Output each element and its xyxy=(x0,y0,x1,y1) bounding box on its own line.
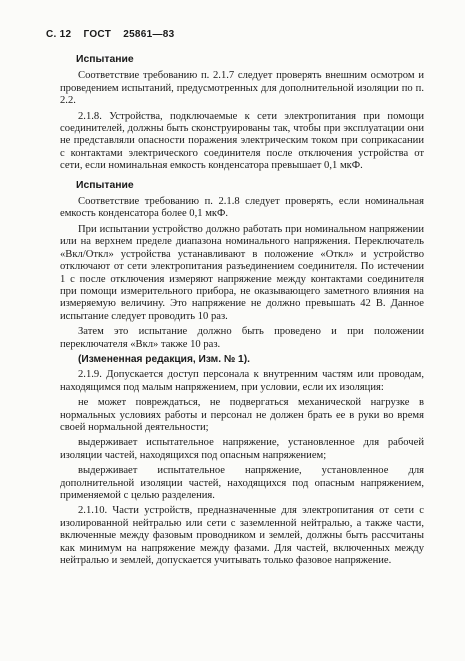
paragraph: Затем это испытание должно быть проведено и при положении переключателя «Вкл» также 10 раз. xyxy=(60,326,424,350)
paragraph: Соответствие требованию п. 2.1.7 следует проверять внешним осмотром и проведением испытаний, предусмотренных для дополнительной изоляции по п. 2.2. xyxy=(60,70,424,107)
list-item: выдерживает испытательное напряжение, установленное для дополнительной изоляции частей, находящихся под опасным напряжением, применяемой с целью разделения. xyxy=(60,465,424,501)
clause-2-1-9: 2.1.9. Допускается доступ персонала к внутренним частям или проводам, находящимся под малым напряжением, при условии, если их изоляция: xyxy=(60,369,424,393)
list-item: не может повреждаться, не подвергаться механической нагрузке в нормальных условиях работы и персонал не должен брать ее в руки во время своей нормальной деятельности; xyxy=(60,397,424,433)
document-body xyxy=(60,54,424,570)
test-procedure: При испытании устройство должно работать при номинальном напряжении или на верхнем пределе диапазона номинального напряжения. Переключатель «Вкл/Откл» устройства устанавливают в положение «Откл» и устройство отключают от сети электропитания разъединением соединителя. По истечении 1 с после отключения измеряют напряжение между контактами соединителя при помощи измерительного прибора, не оказывающего заметного влияния на измеряемую величину. Это напряжение не должно превышать 42 В. Данное испытание следует проводить 10 раз. xyxy=(60,223,424,322)
clause-2-1-10: 2.1.10. Части устройств, предназначенные для электропитания от сети с изолированной нейтралью или сети с заземленной нейтралью, а также части, включенные между фазовым проводником и землей, должны быть рассчитаны как минимум на напряжение между фазами. Для частей, включенных между нейтралью и землей, допускается учитывать только фазовое напряжение. xyxy=(60,505,424,567)
clause-2-1-8: 2.1.8. Устройства, подключаемые к сети электропитания при помощи соединителей, должны быть сконструированы так, чтобы при эксплуатации они не представляли опасности поражения электрическим током при соприкасании с контактами электрического соединителя после отключения устройства от сети, если номинальная емкость конденсатора превышает 0,1 мкФ. xyxy=(60,110,424,172)
page-number: С. 12 xyxy=(46,29,72,40)
amendment-note: (Измененная редакция, Изм. № 1). xyxy=(78,353,250,365)
standard-label: ГОСТ xyxy=(83,29,112,40)
page-header xyxy=(46,29,184,40)
paragraph: Соответствие требованию п. 2.1.8 следует проверять, если номинальная емкость конденсатора более 0,1 мкФ. xyxy=(60,196,424,220)
section-heading: Испытание xyxy=(76,54,134,65)
standard-number: 25861—83 xyxy=(123,29,175,40)
section-heading: Испытание xyxy=(76,179,134,191)
list-item: выдерживает испытательное напряжение, установленное для рабочей изоляции частей, находящихся под опасным напряжением; xyxy=(60,437,424,461)
